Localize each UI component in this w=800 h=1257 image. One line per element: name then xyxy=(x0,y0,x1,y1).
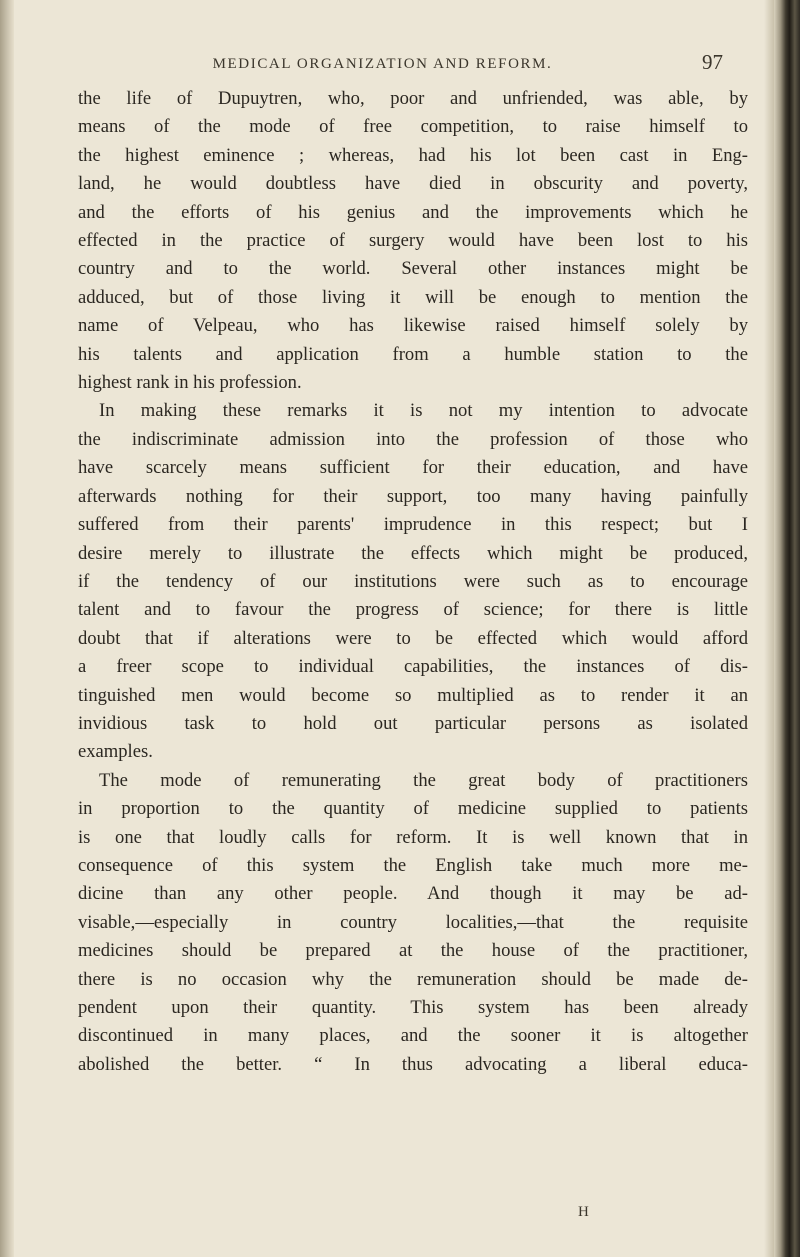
text-line: desire merely to illustrate the effects which might be produced, xyxy=(78,542,748,564)
text-line: the highest eminence ; whereas, had his lot been cast in Eng- xyxy=(78,144,748,166)
page-left-shadow xyxy=(0,0,14,1257)
text-line: consequence of this system the English take much more me- xyxy=(78,854,748,876)
text-line: there is no occasion why the remuneration should be made de- xyxy=(78,968,748,990)
text-line: medicines should be prepared at the house of the practitioner, xyxy=(78,940,748,962)
text-line: tinguished men would become so multiplied as to render it an xyxy=(78,684,748,706)
book-spine xyxy=(774,0,800,1257)
text-line: abolished the better. “ In thus advocating a liberal educa- xyxy=(78,1053,748,1075)
text-line: examples. xyxy=(78,741,153,763)
text-line: land, he would doubtless have died in obscurity and poverty, xyxy=(78,173,748,195)
text-line: his talents and application from a humble station to the xyxy=(78,343,748,365)
text-line: effected in the practice of surgery would have been lost to his xyxy=(78,230,748,252)
text-line: talent and to favour the progress of science; for there is little xyxy=(78,599,748,621)
text-line: is one that loudly calls for reform. It is well known that in xyxy=(78,826,748,848)
body-text xyxy=(78,85,748,1079)
text-line: in proportion to the quantity of medicine supplied to patients xyxy=(78,798,748,820)
page-gutter xyxy=(764,0,774,1257)
text-line: invidious task to hold out particular persons as isolated xyxy=(78,712,748,734)
paragraph-1 xyxy=(78,85,748,397)
text-line: The mode of remunerating the great body of practitioners xyxy=(99,769,748,791)
signature-mark: H xyxy=(578,1204,589,1220)
paragraph-3 xyxy=(78,767,748,1079)
text-line: pendent upon their quantity. This system has been already xyxy=(78,997,748,1018)
text-line: suffered from their parents' imprudence in this respect; but I xyxy=(78,514,748,536)
text-line: adduced, but of those living it will be enough to mention the xyxy=(78,286,748,308)
text-line: have scarcely means sufficient for their education, and have xyxy=(78,457,748,479)
text-line: dicine than any other people. And though it may be ad- xyxy=(78,883,748,905)
text-line: country and to the world. Several other instances might be xyxy=(78,258,748,280)
text-line: In making these remarks it is not my intention to advocate xyxy=(99,400,748,422)
text-line: doubt that if alterations were to be effected which would afford xyxy=(78,627,748,649)
text-line: highest rank in his profession. xyxy=(78,372,302,394)
text-line: visable,—especially in country localities,—that the requisite xyxy=(78,911,748,933)
paragraph-2 xyxy=(78,397,748,766)
running-title: MEDICAL ORGANIZATION AND REFORM. xyxy=(212,56,553,72)
text-line: the indiscriminate admission into the profession of those who xyxy=(78,428,748,450)
text-line: and the efforts of his genius and the improvements which he xyxy=(78,201,748,223)
text-line: afterwards nothing for their support, too many having painfully xyxy=(78,485,748,507)
text-line: name of Velpeau, who has likewise raised himself solely by xyxy=(78,315,748,337)
text-line: a freer scope to individual capabilities, the instances of dis- xyxy=(78,656,748,678)
running-head xyxy=(0,50,765,80)
text-line: discontinued in many places, and the sooner it is altogether xyxy=(78,1025,748,1047)
page-number: 97 xyxy=(702,50,723,74)
text-line: the life of Dupuytren, who, poor and unfriended, was able, by xyxy=(78,88,748,109)
text-line: if the tendency of our institutions were such as to encourage xyxy=(78,570,748,592)
text-line: means of the mode of free competition, to raise himself to xyxy=(78,116,748,138)
